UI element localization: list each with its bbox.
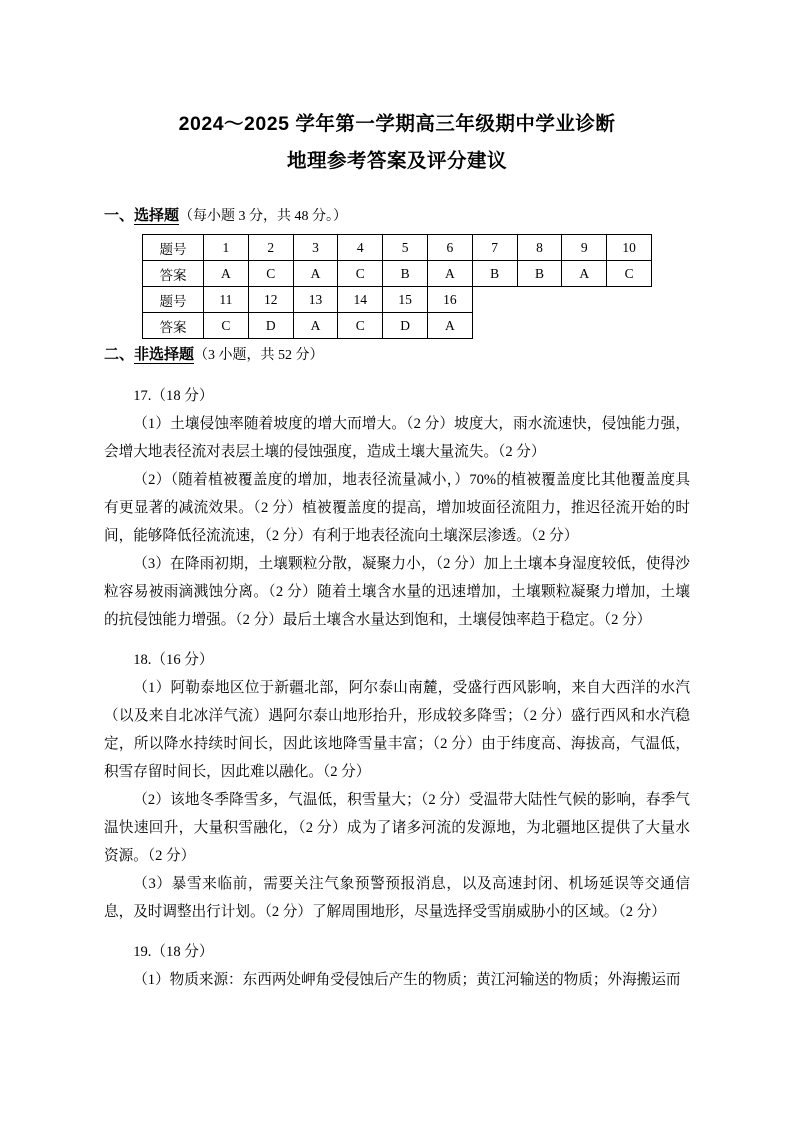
question-number-cell: 6 <box>427 235 472 261</box>
answer-cell: C <box>248 261 293 287</box>
answer-cell: D <box>248 313 293 339</box>
table-row <box>143 235 652 261</box>
empty-cell <box>607 313 652 339</box>
empty-cell <box>517 313 562 339</box>
question-number-cell: 4 <box>338 235 383 261</box>
answer-cell: A <box>427 261 472 287</box>
question-number-cell: 15 <box>383 287 428 313</box>
section-two-label: 二、 <box>104 346 135 364</box>
question-number-cell: 16 <box>427 287 472 313</box>
answer-cell: C <box>338 313 383 339</box>
title-block <box>104 106 690 180</box>
answer-paragraph: （1）土壤侵蚀率随着坡度的增大而增大。（2 分）坡度大，雨水流速快，侵蚀能力强，会增大地表径流对表层土壤的侵蚀强度，造成土壤大量流失。（2 分） <box>104 415 690 460</box>
question-number-cell: 7 <box>472 235 517 261</box>
answer-cell: C <box>338 261 383 287</box>
answer-cell: B <box>472 261 517 287</box>
question-number-cell: 11 <box>204 287 249 313</box>
table-row <box>143 287 652 313</box>
answer-cell: A <box>293 313 338 339</box>
empty-cell <box>562 313 607 339</box>
row-header-answer-2: 答案 <box>143 313 204 339</box>
answer-cell: A <box>204 261 249 287</box>
table-row <box>143 261 652 287</box>
row-header-question-1: 题号 <box>143 235 204 261</box>
section-one-note: （每小题 3 分，共 48 分。） <box>179 209 348 225</box>
section-two-note: （3 小题，共 52 分） <box>194 348 324 364</box>
question-number-cell: 14 <box>338 287 383 313</box>
answer-cell: C <box>607 261 652 287</box>
question-number: 18.（16 分） <box>133 652 214 669</box>
question-number: 19.（18 分） <box>133 944 214 961</box>
row-header-question-2: 题号 <box>143 287 204 313</box>
answer-paragraph: （2）该地冬季降雪多，气温低，积雪量大；（2 分）受温带大陆性气候的影响，春季气温快速回升，大量积雪融化，（2 分）成为了诸多河流的发源地，为北疆地区提供了大量水资源。（2 分） <box>104 792 690 865</box>
section-two-title: 非选择题 <box>134 346 195 364</box>
question-number-cell: 12 <box>248 287 293 313</box>
empty-cell <box>472 287 517 313</box>
answer-paragraph: （3）在降雨初期，土壤颗粒分散，凝聚力小，（2 分）加上土壤本身湿度较低，使得沙粒容易被雨滴溅蚀分离。（2 分）随着土壤含水量的迅速增加，土壤颗粒凝聚力增加，土壤的抗侵蚀能力增强。（2 分）最后土壤含水量达到饱和，土壤侵蚀率趋于稳定。（2 分） <box>104 555 690 628</box>
question-number-cell: 8 <box>517 235 562 261</box>
answer-paragraph: （1）阿勒泰地区位于新疆北部，阿尔泰山南麓，受盛行西风影响，来自大西洋的水汽（以及来自北冰洋气流）遇阿尔泰山地形抬升，形成较多降雪；（2 分）盛行西风和水汽稳定，所以降水持续时间长，因此该地降雪量丰富；（2 分）由于纬度高、海拔高，气温低，积雪存留时间长，因此难以融化。（2 分） <box>104 680 690 781</box>
question-number: 17.（18 分） <box>133 387 214 404</box>
answer-cell: A <box>293 261 338 287</box>
row-header-answer-1: 答案 <box>143 261 204 287</box>
question-number-cell: 9 <box>562 235 607 261</box>
question-number-cell: 2 <box>248 235 293 261</box>
page-title: 2024～2025 学年第一学期高三年级期中学业诊断 <box>178 113 616 135</box>
empty-cell <box>517 287 562 313</box>
table-row <box>143 313 652 339</box>
section-two-heading <box>104 343 690 367</box>
answer-cell: C <box>204 313 249 339</box>
empty-cell <box>562 287 607 313</box>
answer-paragraph: （1）物质来源：东西两处岬角受侵蚀后产生的物质；黄江河输送的物质；外海搬运而 <box>133 972 681 989</box>
question-number-cell: 13 <box>293 287 338 313</box>
answer-cell: B <box>383 261 428 287</box>
answer-cell: D <box>383 313 428 339</box>
page-subtitle: 地理参考答案及评分建议 <box>286 150 507 173</box>
answer-paragraph: （3）暴雪来临前，需要关注气象预警预报消息，以及高速封闭、机场延误等交通信息，及时调整出行计划。（2 分）了解周围地形，尽量选择受雪崩威胁小的区域。（2 分） <box>104 876 690 921</box>
answer-paragraph: （2）（随着植被覆盖度的增加，地表径流量减小，）70%的植被覆盖度比其他覆盖度具有更显著的减流效果。（2 分）植被覆盖度的提高，增加坡面径流阻力，推迟径流开始的时间，能够降低径流流速，（2 分）有利于地表径流向土壤深层渗透。（2 分） <box>104 471 690 544</box>
section-one-label: 一、 <box>104 207 135 225</box>
answer-cell: A <box>562 261 607 287</box>
section-one-heading <box>104 204 690 228</box>
section-one-title: 选择题 <box>134 207 180 225</box>
empty-cell <box>607 287 652 313</box>
question-number-cell: 1 <box>204 235 249 261</box>
empty-cell <box>472 313 517 339</box>
question-number-cell: 3 <box>293 235 338 261</box>
question-number-cell: 10 <box>607 235 652 261</box>
answer-cell: B <box>517 261 562 287</box>
answer-cell: A <box>427 313 472 339</box>
answer-key-table <box>142 234 652 339</box>
question-number-cell: 5 <box>383 235 428 261</box>
